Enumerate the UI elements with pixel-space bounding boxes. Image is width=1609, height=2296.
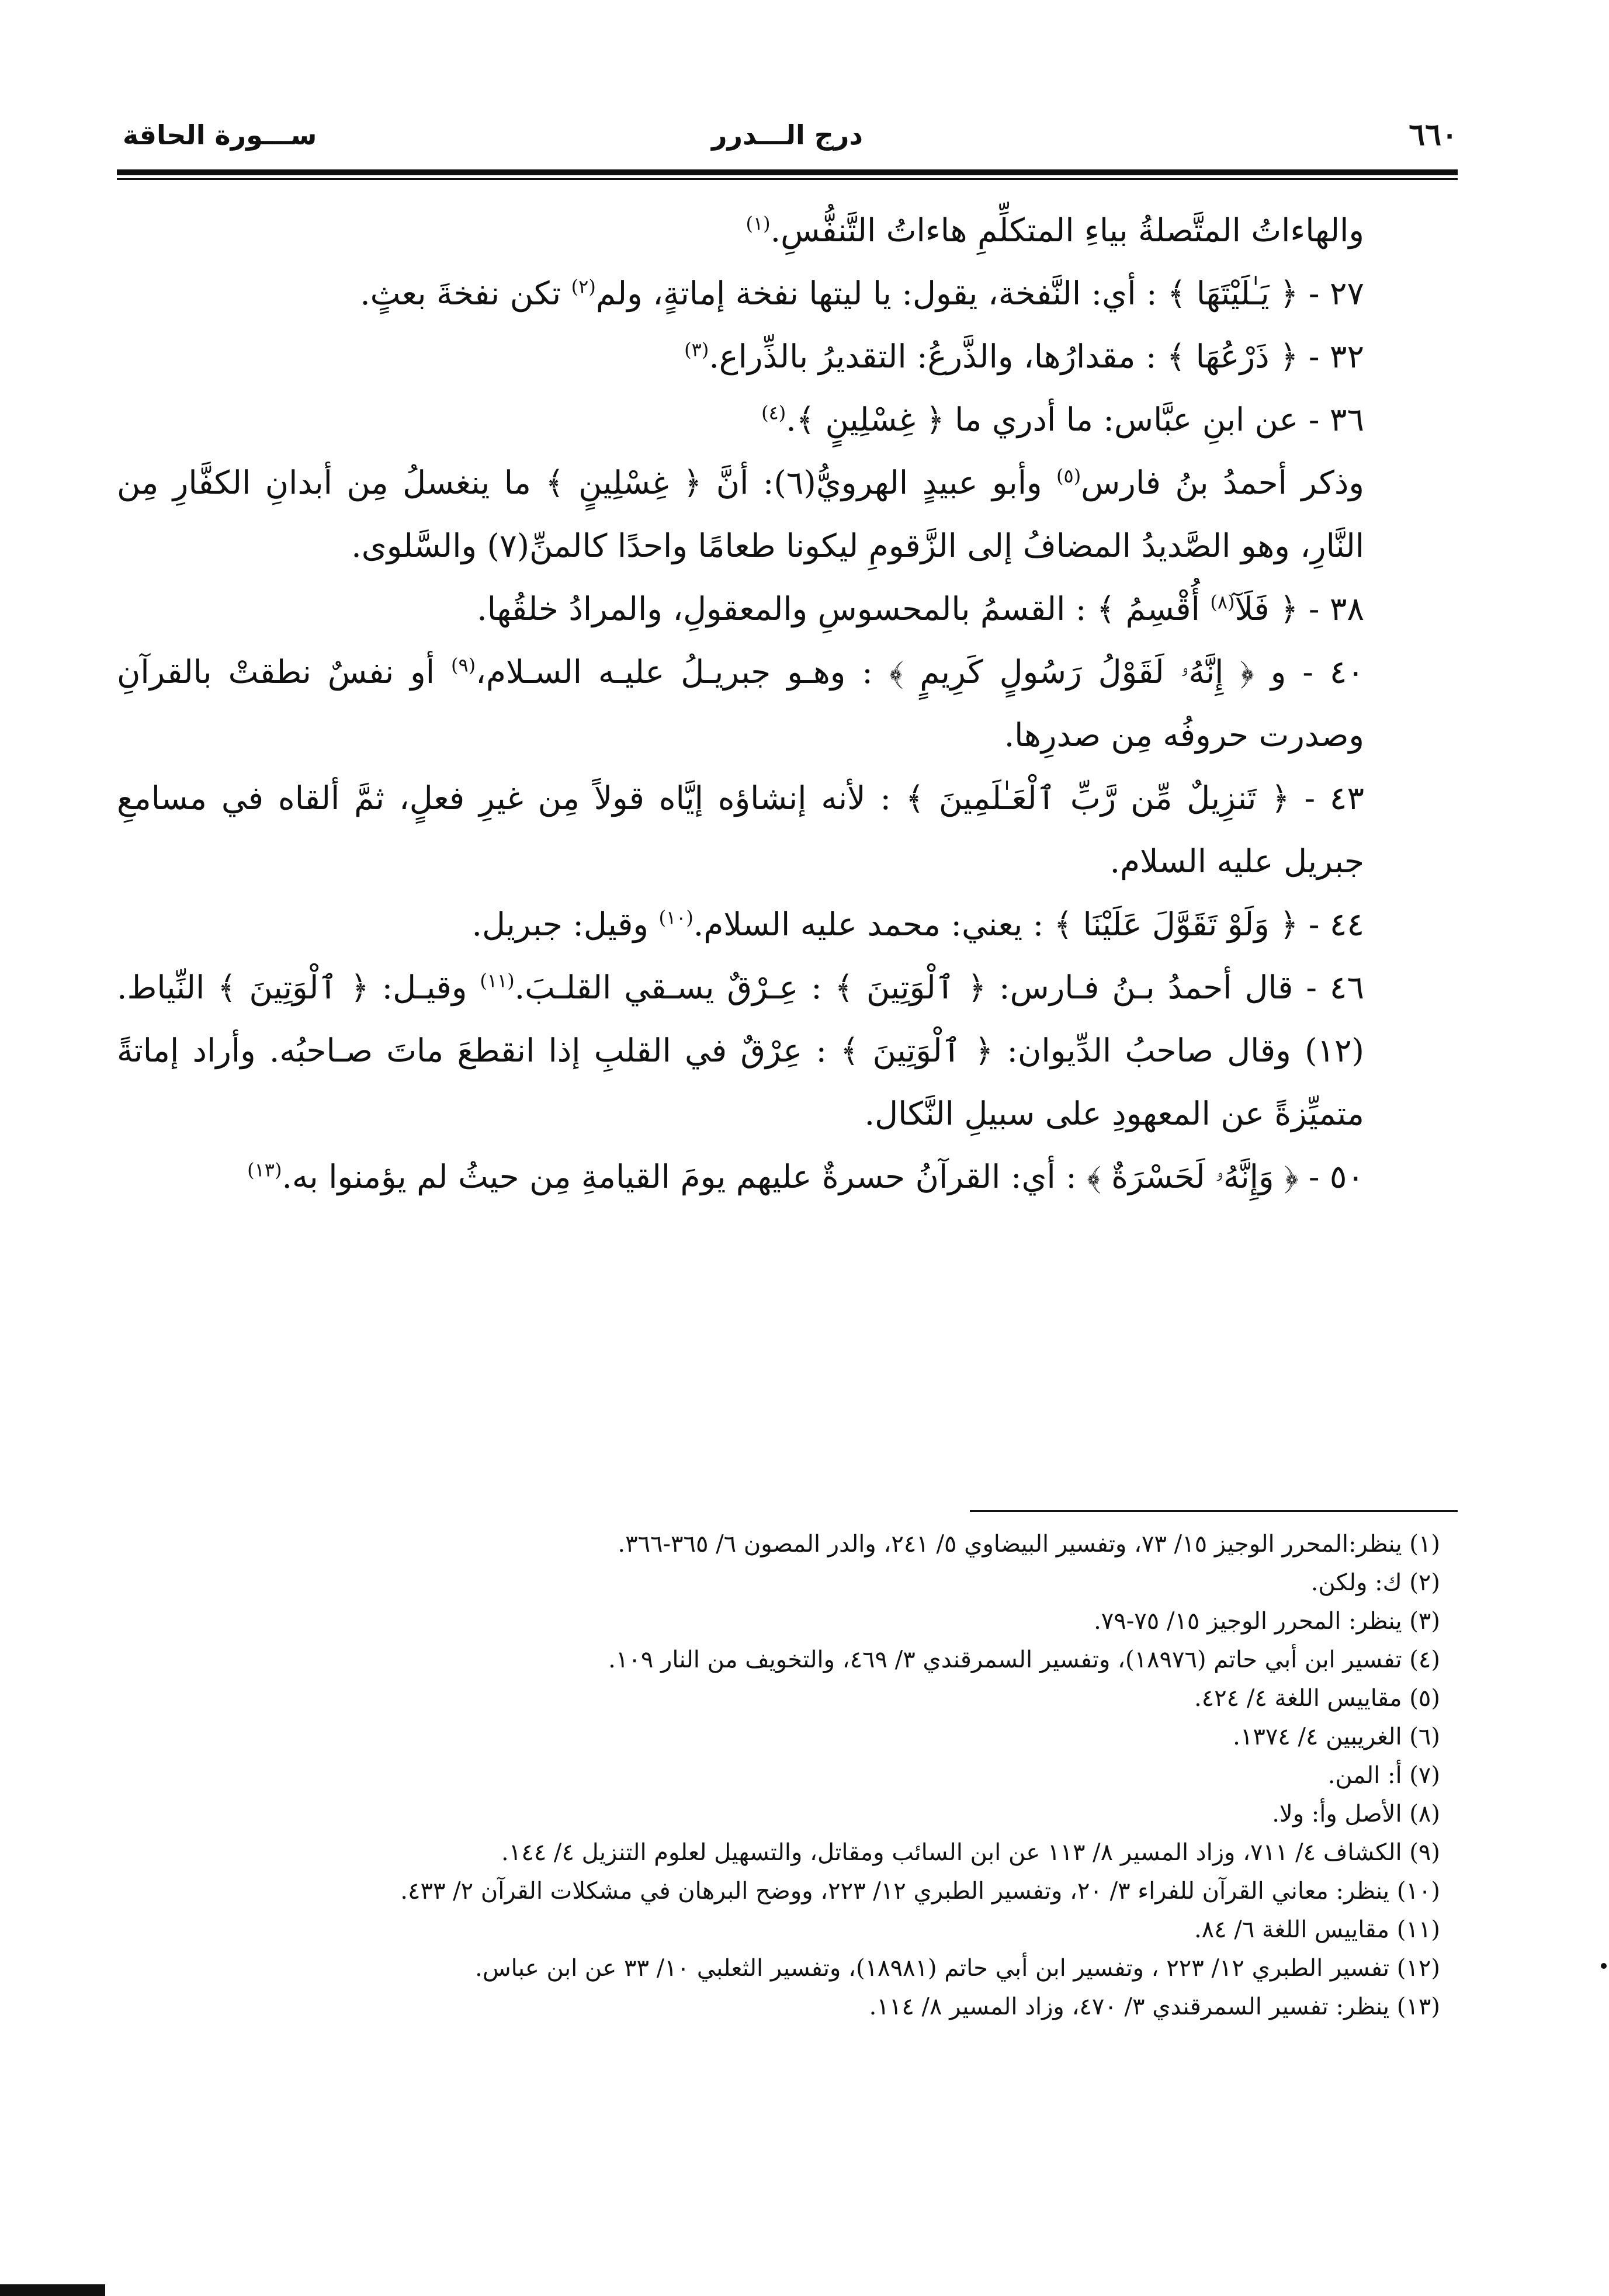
paragraph: والهاءاتُ المتَّصلةُ بياءِ المتكلِّمِ هاءاتُ التَّنفُّسِ.$^{(١)}$: [745, 211, 1364, 249]
footnote-separator: [970, 1510, 1458, 1512]
paragraph: ٤٣ - ﴿ تَنزِيلٌ مِّن رَّبِّ ٱلْعَـٰلَمِينَ ﴾ : لأنه إنشاؤه إيَّاه قولاً مِن غيرِ فعلٍ، ثمَّ ألقاه في مسامعِ جبريل عليه السلام.: [117, 779, 1364, 880]
scan-speck: [1601, 1963, 1607, 1969]
header-rule-thin: [117, 178, 1458, 180]
page-number: ٦٦٠: [1409, 117, 1458, 152]
paragraph: ٢٧ - ﴿ يَـٰلَيْتَهَا ﴾ : أي: النَّفخة، يقول: يا ليتها نفخة إماتةٍ، ولم$^{(٢)}$ تكن نفخةَ بعثٍ.: [360, 275, 1364, 312]
footnotes: [117, 1525, 1458, 2026]
paragraph: ٣٨ - ﴿ فَلَآ$^{(٨)}$ أُقْسِمُ ﴾ : القسمُ بالمحسوسِ والمعقولِ، والمرادُ خلقُها.: [477, 590, 1364, 627]
footnote: (٩) الكشاف ٤/ ٧١١، وزاد المسير ٨/ ١١٣ عن ابن السائب ومقاتل، والتسهيل لعلوم التنزيل ٤/ ١٤٤.: [501, 1839, 1440, 1866]
paragraph: ٤٠ - و ﴿ إِنَّهُۥ لَقَوْلُ رَسُولٍ كَرِيمٍ ﴾ : وهـو جبريـلُ عليـه السـلام،$^{(٩)}$ أو نفسٌ نطقتْ بالقرآنِ وصدرت حروفُه مِن صدرِها.: [117, 653, 1364, 754]
footnote: (٥) مقاييس اللغة ٤/ ٤٢٤.: [1194, 1685, 1440, 1712]
footnote: (٢) ك: ولكن.: [1310, 1569, 1440, 1596]
footnote: (١٣) ينظر: تفسير السمرقندي ٣/ ٤٧٠، وزاد المسير ٨/ ١١٤.: [869, 1993, 1440, 2020]
footnote: (١) ينظر:المحرر الوجيز ١٥/ ٧٣، وتفسير البيضاوي ٥/ ٢٤١، والدر المصون ٦/ ٣٦٥-٣٦٦.: [618, 1531, 1440, 1558]
footnote: (٣) ينظر: المحرر الوجيز ١٥/ ٧٥-٧٩.: [1094, 1608, 1440, 1635]
paragraph: ٣٦ - عن ابنِ عبَّاس: ما أدري ما ﴿ غِسْلِينٍ ﴾.$^{(٤)}$: [761, 401, 1364, 438]
footnote: (٤) تفسير ابن أبي حاتم (١٨٩٧٦)، وتفسير السمرقندي ٣/ ٤٦٩، والتخويف من النار ١٠٩.: [608, 1646, 1440, 1673]
book-title: درج الـــدرر: [712, 119, 863, 151]
page-header: [117, 117, 1458, 152]
footnote: (٧) أ: المن.: [1327, 1762, 1440, 1789]
footnote: (٦) الغريبين ٤/ ١٣٧٤.: [1233, 1723, 1440, 1750]
paragraph: ٤٦ - قال أحمدُ بـنُ فـارس: ﴿ ٱلْوَتِينَ ﴾ : عِـرْقٌ يسـقي القلـبَ.$^{(١١)}$ وقيـل: ﴿ ٱلْوَتِينَ ﴾ النِّياط.(١٢) وقال صاحبُ الدِّيوان: ﴿ ٱلْوَتِينَ ﴾ : عِرْقٌ في القلبِ إذا انقطعَ ماتَ صـاحبُه. وأراد إماتةً متميِّزةً عن المعهودِ على سبيلِ النَّكال.: [117, 969, 1364, 1132]
main-text: [117, 199, 1458, 1208]
paragraph: ٣٢ - ﴿ ذَرْعُهَا ﴾ : مقدارُها، والذَّرعُ: التقديرُ بالذِّراع.$^{(٣)}$: [684, 338, 1364, 375]
surah-title: ســـورة الحاقة: [123, 119, 317, 151]
footnote: (١٠) ينظر: معاني القرآن للفراء ٣/ ٢٠، وتفسير الطبري ١٢/ ٢٢٣، ووضح البرهان في مشكلات القرآن ٢/ ٤٣٣.: [400, 1878, 1440, 1905]
scan-edge-mark: [0, 2284, 105, 2296]
header-rule-thick: [117, 169, 1458, 175]
footnote: (١١) مقاييس اللغة ٦/ ٨٤.: [1194, 1916, 1440, 1943]
footnote: (١٢) تفسير الطبري ١٢/ ٢٢٣ ، وتفسير ابن أبي حاتم (١٨٩٨١)، وتفسير الثعلبي ١٠/ ٣٣ عن ابن عباس.: [475, 1955, 1440, 1982]
paragraph: وذكر أحمدُ بنُ فارس$^{(٥)}$ وأبو عبيدٍ الهرويُّ(٦): أنَّ ﴿ غِسْلِينٍ ﴾ ما ينغسلُ مِن أبدانِ الكفَّارِ مِن النَّارِ، وهو الصَّديدُ المضافُ إلى الزَّقومِ ليكونا طعامًا واحدًا كالمنِّ(٧) والسَّلوى.: [117, 464, 1364, 564]
paragraph: ٤٤ - ﴿ وَلَوْ تَقَوَّلَ عَلَيْنَا ﴾ : يعني: محمد عليه السلام.$^{(١٠)}$ وقيل: جبريل.: [471, 906, 1364, 943]
paragraph: ٥٠ - ﴿ وَإِنَّهُۥ لَحَسْرَةٌ ﴾ : أي: القرآنُ حسرةٌ عليهم يومَ القيامةِ مِن حيثُ لم يؤمنوا به.$^{(١٣)}$: [247, 1158, 1364, 1195]
footnote: (٨) الأصل وأ: ولا.: [1272, 1801, 1440, 1827]
